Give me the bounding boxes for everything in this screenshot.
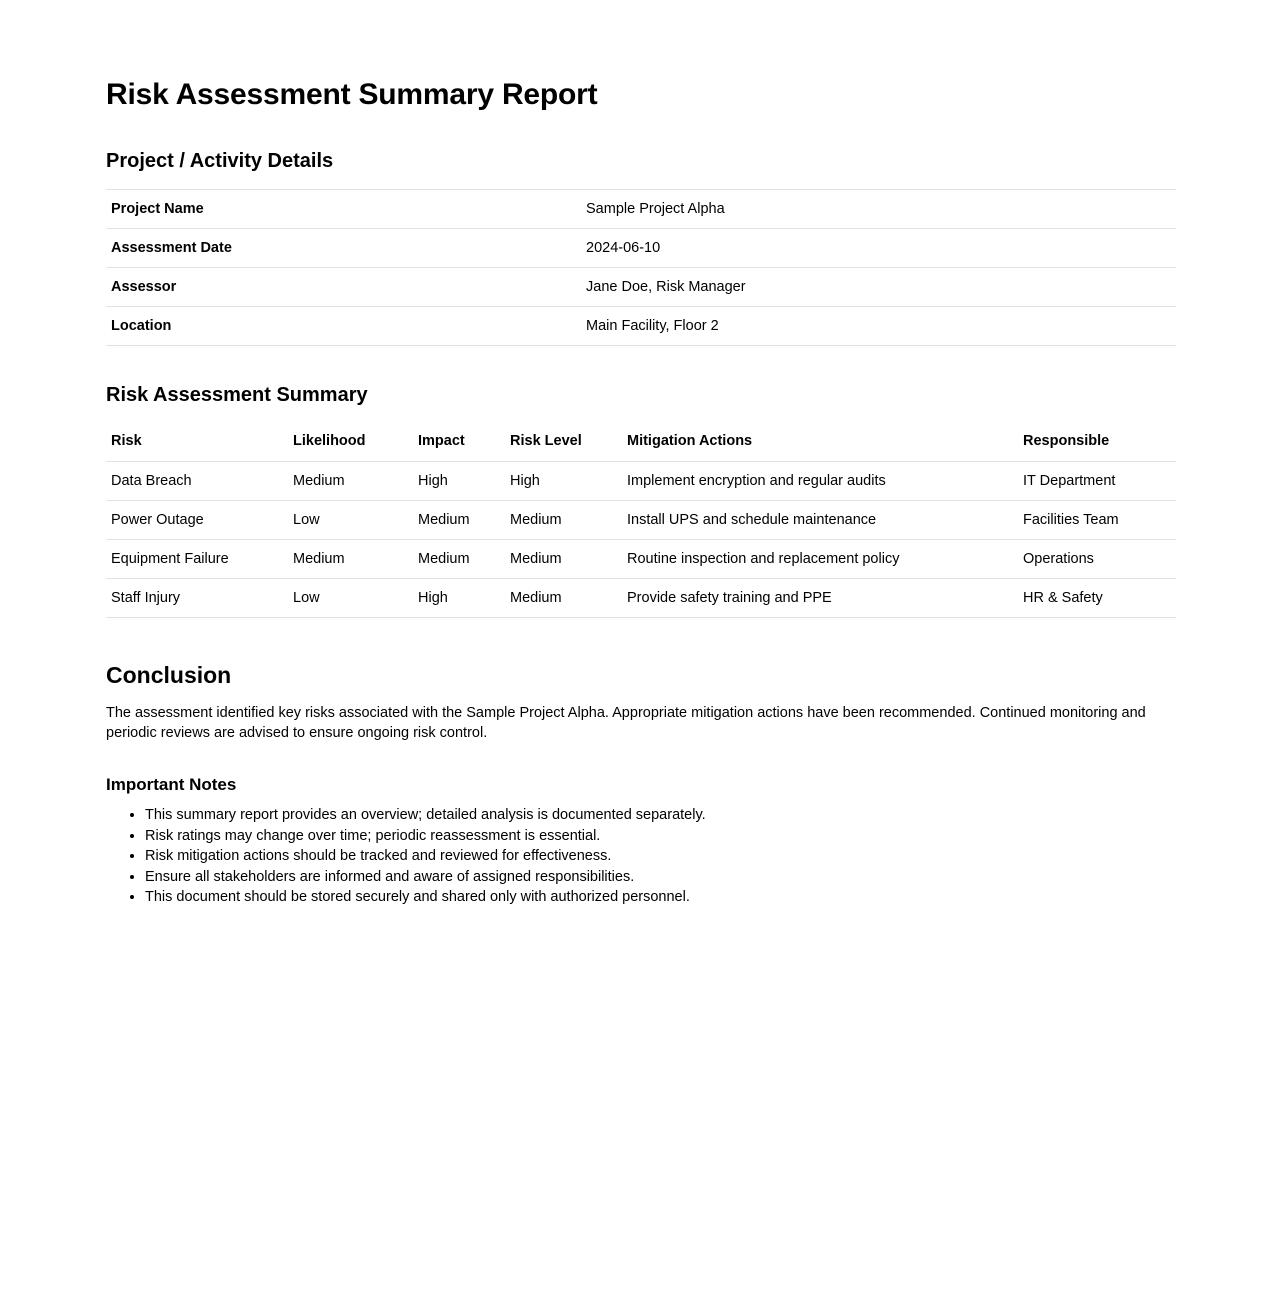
detail-label: Project Name xyxy=(106,190,581,229)
table-row xyxy=(106,190,1176,229)
cell-impact: Medium xyxy=(413,501,505,540)
cell-risk-level: Medium xyxy=(505,579,622,618)
risk-summary-heading: Risk Assessment Summary xyxy=(106,384,368,406)
list-item: • Risk ratings may change over time; periodic reassessment is essential. xyxy=(145,826,1178,847)
column-header-impact: Impact xyxy=(413,423,505,462)
project-details-table xyxy=(106,189,1176,346)
table-header-row xyxy=(106,423,1176,462)
column-header-likelihood: Likelihood xyxy=(288,423,413,462)
detail-value: Sample Project Alpha xyxy=(581,190,1176,229)
list-item: • Risk mitigation actions should be tracked and reviewed for effectiveness. xyxy=(145,846,1178,867)
table-row xyxy=(106,501,1176,540)
conclusion-heading: Conclusion xyxy=(106,662,232,688)
cell-risk: Power Outage xyxy=(106,501,288,540)
cell-mitigation: Install UPS and schedule maintenance xyxy=(622,501,1018,540)
cell-risk: Staff Injury xyxy=(106,579,288,618)
detail-label: Assessment Date xyxy=(106,229,581,268)
cell-risk-level: Medium xyxy=(505,501,622,540)
table-row xyxy=(106,229,1176,268)
project-details-heading: Project / Activity Details xyxy=(106,150,334,172)
cell-risk: Equipment Failure xyxy=(106,540,288,579)
column-header-responsible: Responsible xyxy=(1018,423,1176,462)
cell-mitigation: Implement encryption and regular audits xyxy=(622,462,1018,501)
cell-likelihood: Medium xyxy=(288,462,413,501)
page-title: Risk Assessment Summary Report xyxy=(106,78,598,111)
table-row xyxy=(106,579,1176,618)
cell-responsible: HR & Safety xyxy=(1018,579,1176,618)
table-row xyxy=(106,540,1176,579)
cell-responsible: Facilities Team xyxy=(1018,501,1176,540)
column-header-mitigation: Mitigation Actions xyxy=(622,423,1018,462)
detail-value: Main Facility, Floor 2 xyxy=(581,307,1176,346)
table-row xyxy=(106,462,1176,501)
cell-likelihood: Low xyxy=(288,579,413,618)
cell-responsible: Operations xyxy=(1018,540,1176,579)
cell-impact: High xyxy=(413,462,505,501)
cell-likelihood: Low xyxy=(288,501,413,540)
conclusion-text: The assessment identified key risks associated with the Sample Project Alpha. Appropriate mitigation actions have been recommended. Continued monitoring and periodic reviews are advised to ensure ongoing risk control. xyxy=(106,705,1146,741)
detail-value: 2024-06-10 xyxy=(581,229,1176,268)
list-item: • Ensure all stakeholders are informed and aware of assigned responsibilities. xyxy=(145,867,1178,888)
detail-label: Location xyxy=(106,307,581,346)
cell-mitigation: Provide safety training and PPE xyxy=(622,579,1018,618)
detail-label: Assessor xyxy=(106,268,581,307)
cell-mitigation: Routine inspection and replacement policy xyxy=(622,540,1018,579)
important-notes-heading: Important Notes xyxy=(106,775,237,794)
column-header-risk-level: Risk Level xyxy=(505,423,622,462)
risk-summary-table xyxy=(106,423,1176,618)
cell-risk: Data Breach xyxy=(106,462,288,501)
important-notes-list xyxy=(106,805,1178,908)
table-row xyxy=(106,268,1176,307)
list-item: • This summary report provides an overview; detailed analysis is documented separately. xyxy=(145,805,1178,826)
cell-impact: High xyxy=(413,579,505,618)
cell-impact: Medium xyxy=(413,540,505,579)
cell-likelihood: Medium xyxy=(288,540,413,579)
cell-risk-level: High xyxy=(505,462,622,501)
list-item: • This document should be stored securely and shared only with authorized personnel. xyxy=(145,887,1178,908)
table-row xyxy=(106,307,1176,346)
detail-value: Jane Doe, Risk Manager xyxy=(581,268,1176,307)
column-header-risk: Risk xyxy=(106,423,288,462)
cell-responsible: IT Department xyxy=(1018,462,1176,501)
cell-risk-level: Medium xyxy=(505,540,622,579)
